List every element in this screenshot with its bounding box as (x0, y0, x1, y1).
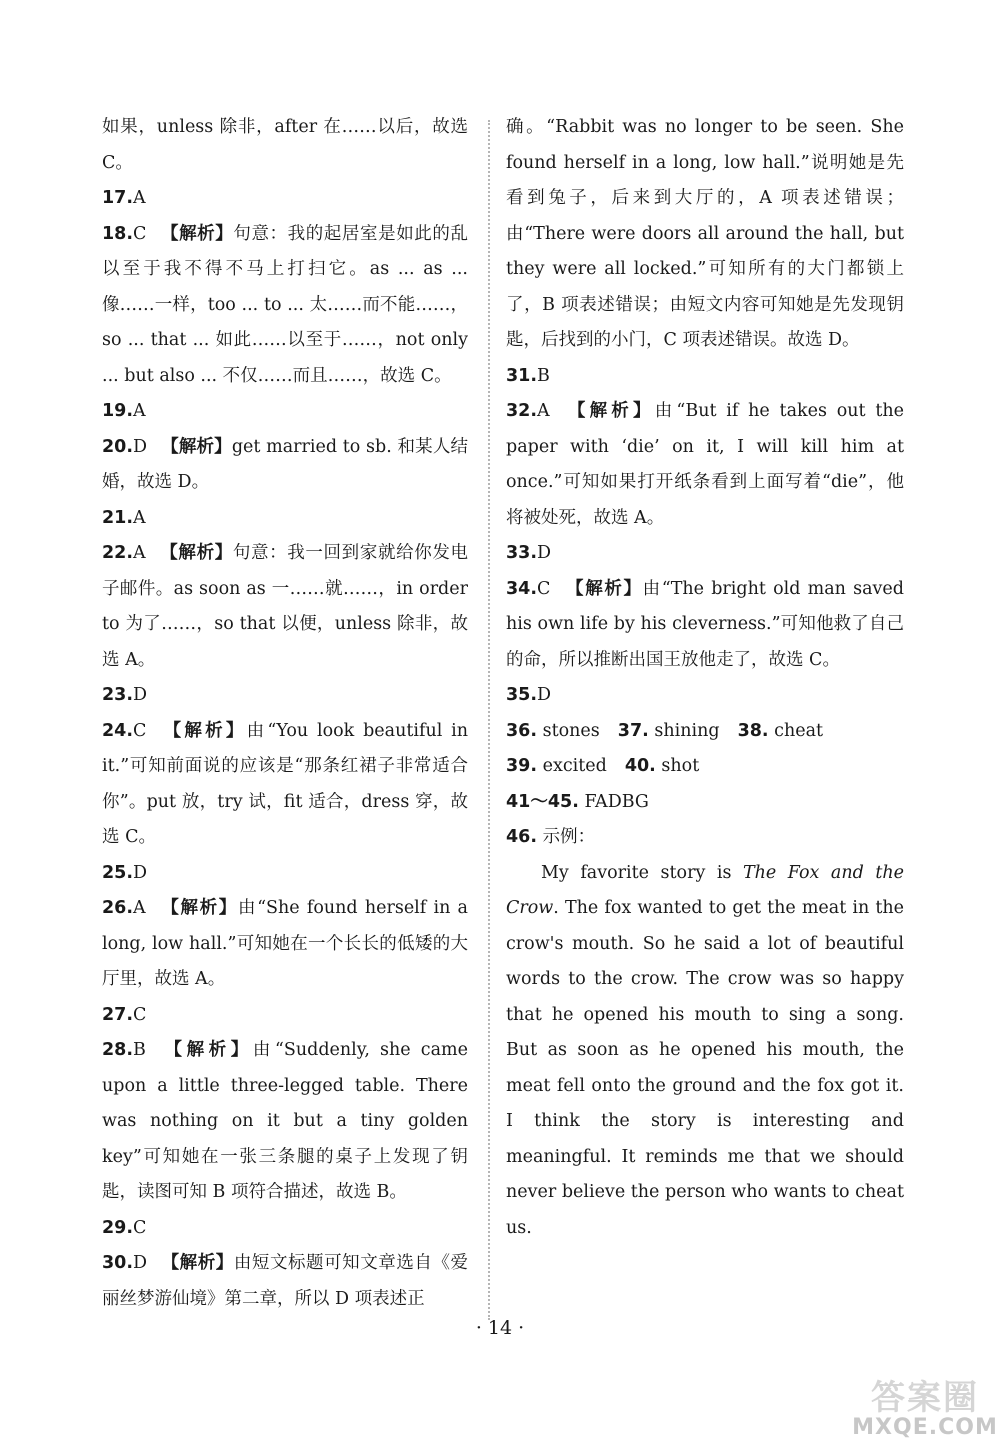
answer-letter: B (537, 365, 550, 386)
answer-letter: A (133, 401, 146, 421)
question-number: 46. (506, 827, 538, 847)
analysis-tag: 【解析】 (159, 898, 238, 918)
answer-letter: C (133, 1217, 147, 1238)
question-number: 21. (102, 507, 134, 528)
column-divider (488, 120, 490, 1320)
answer-letter: C (133, 1004, 147, 1025)
question-number: 37. (617, 720, 649, 741)
answer-letter: B (133, 1040, 146, 1060)
analysis-tag: 【解析】 (160, 720, 247, 741)
fill-answer (506, 721, 600, 741)
answer-letter: D (133, 862, 148, 883)
question-number: 40. (624, 756, 656, 776)
question-number: 34. (506, 578, 538, 599)
answer-entry (102, 1246, 468, 1317)
answer-entry (102, 536, 468, 678)
question-number: 32. (506, 401, 538, 421)
explanation-text: 由“But if he takes out the paper with ‘die’ on it, I will kill him at once.”可知如果打开纸条看到上面写着“die”，他将被处死，故选 A。 (506, 401, 905, 528)
question-number: 19. (102, 401, 134, 421)
explanation-text: get married to sb. 和某人结婚，故选 D。 (102, 436, 468, 492)
essay-label: 示例： (542, 827, 596, 847)
fill-answer (625, 756, 699, 776)
watermark-en: MXQE.COM (852, 1415, 998, 1440)
answer-letter: C (133, 223, 147, 244)
question-number: 18. (102, 223, 134, 244)
question-number: 22. (102, 543, 134, 563)
explanation-text: 如果，unless 除非，after 在……以后，故选 C。 (102, 117, 468, 173)
essay-sample (506, 856, 904, 1247)
entry-continuation (102, 110, 468, 181)
analysis-tag: 【解析】 (159, 543, 233, 563)
answer-entry (102, 891, 468, 998)
fill-answer (618, 721, 720, 741)
answer-entry (102, 714, 468, 856)
answer-entry (102, 430, 468, 501)
answer-entry (102, 856, 468, 892)
question-number: 35. (506, 685, 538, 705)
answer-entry (506, 572, 904, 679)
answer-entry (506, 678, 904, 714)
range-answer (506, 785, 904, 821)
analysis-tag: 【解析】 (161, 1253, 234, 1273)
answer-letter: A (133, 898, 146, 918)
answer-letter: D (133, 685, 148, 705)
question-number: 17. (102, 188, 134, 208)
explanation-text: 确。“Rabbit was no longer to be seen. She found herself in a long, low hall.”说明她是先看到兔子，后来到大厅的，A 项表述错误；由“There were doors all around the hall, but they were all locked.”可知所有的大门都锁上了，B 项表述错误；由短文内容可知她是先发现钥匙，后找到的小门，C 项表述错误。故选 D。 (506, 117, 904, 350)
watermark-cn: 答案圈 (871, 1378, 979, 1418)
answer-entry (102, 678, 468, 714)
question-number: 24. (102, 720, 134, 741)
question-number: 41～45. (506, 791, 579, 812)
fill-answer-row (506, 749, 904, 785)
fill-answer-row (506, 714, 904, 750)
question-number: 20. (102, 436, 134, 457)
essay-lead: My favorite story is (541, 862, 743, 883)
explanation-text: 由短文标题可知文章选自《爱丽丝梦游仙境》第二章，所以 D 项表述正 (102, 1253, 468, 1309)
question-number: 38. (737, 720, 769, 741)
question-number: 39. (506, 756, 538, 776)
answer-entry (102, 217, 468, 395)
right-entries (506, 110, 904, 714)
answer-letter: A (133, 507, 146, 528)
answer-word: cheat (774, 720, 824, 741)
page-number: · 14 · (475, 1317, 525, 1339)
question-number: 33. (506, 543, 538, 563)
fill-answer (506, 756, 607, 776)
answer-letter: D (133, 436, 148, 457)
answer-word: excited (542, 756, 607, 776)
answer-letter: C (133, 720, 147, 741)
answer-letter: D (537, 543, 552, 563)
entry-continuation (506, 110, 904, 359)
explanation-text: 由“The bright old man saved his own life by his cleverness.”可知他救了自己的命，所以推断出国王放他走了，故选 C。 (506, 578, 904, 670)
explanation-text: 由“She found herself in a long, low hall.”可知她在一个长长的低矮的大厅里，故选 A。 (102, 898, 468, 989)
explanation-text: 由“You look beautiful in it.”可知前面说的应该是“那条红裙子非常适合你”。put 放，try 试，fit 适合，dress 穿，故选 C。 (102, 720, 469, 847)
answer-word: shining (654, 720, 720, 741)
question-number: 25. (102, 862, 134, 883)
answer-letter: D (537, 685, 552, 705)
answer-entry (102, 501, 468, 537)
analysis-tag: 【解析】 (160, 223, 234, 244)
analysis-tag: 【解析】 (159, 1040, 253, 1060)
answer-letter: A (133, 188, 146, 208)
answer-letter: A (133, 543, 146, 563)
question-number: 27. (102, 1004, 134, 1025)
story-title: The Fox and the Crow (506, 862, 904, 918)
left-column (102, 110, 468, 1317)
explanation-text: 句意：我一回到家就给你发电子邮件。as soon as 一……就……，in order to 为了……，so that 以便，unless 除非，故选 A。 (102, 543, 469, 670)
question-number: 30. (102, 1253, 134, 1273)
answer-entry (506, 394, 904, 536)
essay-body: . The fox wanted to get the meat in the crow's mouth. So he said a lot of beautiful words to the crow. The crow was so happy that he opened his mouth to sing a song. But as soon as he opened his mouth, the meat fell onto the ground and the fox got it. I think the story is interesting and meaningful. It reminds me that we should never believe the person who wants to cheat us. (506, 898, 904, 1238)
fill-answer (738, 721, 824, 741)
answer-letter: C (537, 578, 551, 599)
question-number: 23. (102, 685, 134, 705)
answer-letters: FADBG (584, 791, 649, 812)
analysis-tag: 【解析】 (161, 436, 232, 457)
question-number: 29. (102, 1217, 134, 1238)
explanation-text: 由“Suddenly, she came upon a little three-legged table. There was nothing on it but a tiny golden key”可知她在一张三条腿的桌子上发现了钥匙，读图可知 B 项符合描述，故选 B。 (102, 1040, 468, 1202)
question-number: 36. (506, 720, 538, 741)
question-number: 26. (102, 898, 134, 918)
answer-word: shot (661, 756, 700, 776)
answer-entry (102, 1211, 468, 1247)
answer-entry (102, 998, 468, 1034)
analysis-tag: 【解析】 (563, 401, 655, 421)
answer-entry (102, 1033, 468, 1211)
question-number: 28. (102, 1040, 134, 1060)
answer-letter: A (537, 401, 550, 421)
watermark-logo (850, 1370, 1000, 1440)
answer-letter: D (133, 1253, 148, 1273)
answer-entry (506, 536, 904, 572)
answer-word: stones (542, 720, 600, 741)
question-number: 31. (506, 365, 538, 386)
answer-entry (102, 181, 468, 217)
answer-entry (102, 394, 468, 430)
right-column (506, 110, 904, 1246)
explanation-text: 句意：我的起居室是如此的乱以至于我不得不马上打扫它。as ... as ... 像……一样，too ... to ... 太……而不能……，so ... that ... 如此……以至于……，not only ... but also ... 不仅……而且……，故选 C。 (102, 223, 468, 386)
answer-entry (506, 359, 904, 395)
analysis-tag: 【解析】 (564, 578, 643, 599)
essay-heading (506, 820, 904, 856)
